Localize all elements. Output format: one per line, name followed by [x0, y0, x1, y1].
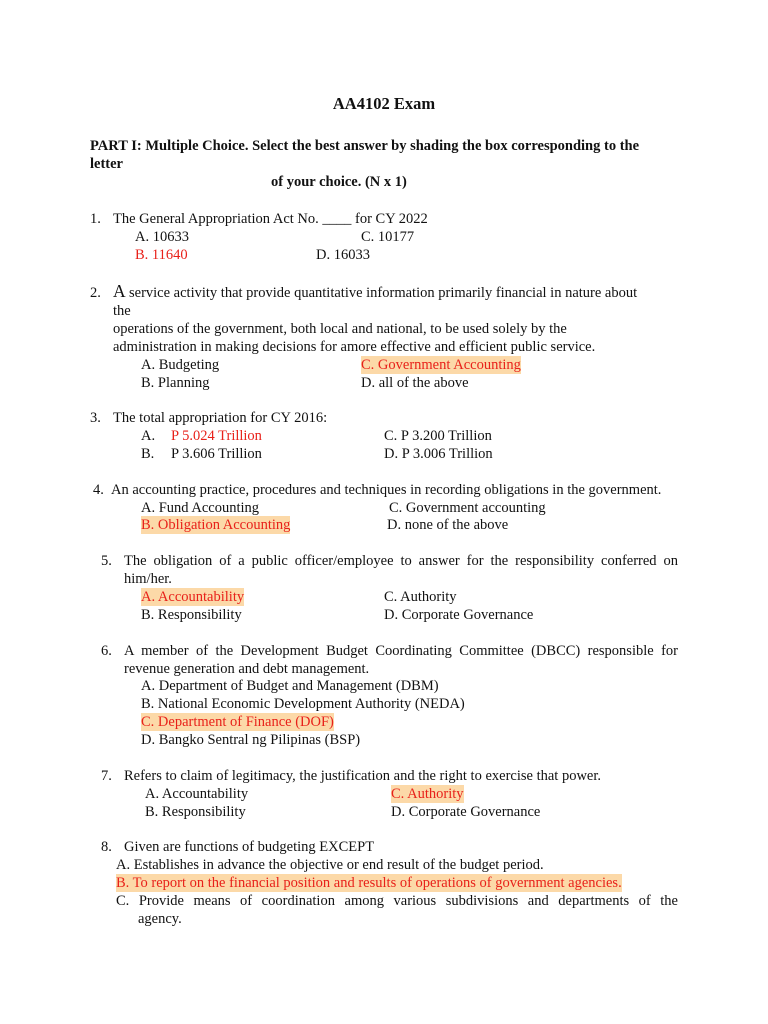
instructions-line-2: letter — [90, 156, 123, 172]
question-6-option-c-answer: C. Department of Finance (DOF) — [141, 714, 334, 730]
question-2-dropcap: A — [113, 281, 126, 301]
question-3-option-a-letter: A. — [141, 428, 156, 444]
question-4-number: 4. — [93, 482, 104, 498]
question-2-option-b: B. Planning — [141, 375, 210, 391]
question-7-option-c-answer: C. Authority — [391, 786, 464, 802]
question-5-line-2: him/her. — [124, 571, 172, 587]
question-8-option-c-line-1: C. Provide means of coordination among various subdivisions and departments of the — [116, 893, 678, 909]
question-3-number: 3. — [90, 410, 101, 426]
question-6-line-1: A member of the Development Budget Coordinating Committee (DBCC) responsible for — [124, 643, 678, 659]
question-8-number: 8. — [101, 839, 112, 855]
question-7-number: 7. — [101, 768, 112, 784]
question-4-option-c: C. Government accounting — [389, 500, 546, 516]
question-3-option-b-letter: B. — [141, 446, 155, 462]
question-3-option-b: P 3.606 Trillion — [171, 446, 262, 462]
question-4-option-b-answer: B. Obligation Accounting — [141, 517, 291, 533]
question-3-option-a-answer: P 5.024 Trillion — [171, 428, 262, 444]
page-title: AA4102 Exam — [332, 94, 436, 113]
question-2-line-3: operations of the government, both local and national, to be used solely by the — [113, 321, 567, 337]
question-2-line-1: service activity that provide quantitative information primarily financial in nature about — [129, 285, 638, 301]
question-8-option-a: A. Establishes in advance the objective or end result of the budget period. — [116, 857, 544, 873]
question-8-option-b-answer: B. To report on the financial position and results of operations of government agencies. — [116, 875, 622, 891]
question-6-option-a: A. Department of Budget and Management (DBM) — [141, 678, 439, 694]
question-2-line-4: administration in making decisions for amore effective and efficient public service. — [113, 339, 596, 355]
question-5-line-1: The obligation of a public officer/employee to answer for the responsibility conferred on — [124, 553, 678, 569]
question-1-option-d: D. 16033 — [316, 247, 370, 263]
question-1-number: 1. — [90, 211, 101, 227]
question-2-option-a: A. Budgeting — [141, 357, 220, 373]
question-8-text: Given are functions of budgeting EXCEPT — [124, 839, 375, 855]
question-5-number: 5. — [101, 553, 112, 569]
question-6-option-d: D. Bangko Sentral ng Pilipinas (BSP) — [141, 732, 361, 748]
question-6-number: 6. — [101, 643, 112, 659]
question-2-option-d: D. all of the above — [361, 375, 469, 391]
question-7-option-d: D. Corporate Governance — [391, 804, 541, 820]
question-3-text: The total appropriation for CY 2016: — [113, 410, 328, 426]
question-5-option-c: C. Authority — [384, 589, 457, 605]
question-3-option-d: D. P 3.006 Trillion — [384, 446, 493, 462]
question-6-line-2: revenue generation and debt management. — [124, 661, 370, 677]
question-3-option-c: C. P 3.200 Trillion — [384, 428, 492, 444]
instructions-line-3: of your choice. (N x 1) — [271, 174, 407, 190]
instructions-line-1: PART I: Multiple Choice. Select the best answer by shading the box corresponding to the — [90, 138, 640, 154]
question-4-text: An accounting practice, procedures and techniques in recording obligations in the government. — [111, 482, 662, 498]
question-7-text: Refers to claim of legitimacy, the justification and the right to exercise that power. — [124, 768, 602, 784]
question-2-line-2: the — [113, 303, 131, 319]
question-8-option-c-line-2: agency. — [138, 911, 182, 927]
question-1-option-b-answer: B. 11640 — [135, 247, 188, 263]
question-1-text: The General Appropriation Act No. ____ for CY 2022 — [113, 211, 428, 227]
question-1-option-a: A. 10633 — [135, 229, 189, 245]
question-1-option-c: C. 10177 — [361, 229, 415, 245]
question-7-option-b: B. Responsibility — [145, 804, 246, 820]
question-2-option-c-answer: C. Government Accounting — [361, 357, 521, 373]
question-7-option-a: A. Accountability — [145, 786, 249, 802]
question-5-option-b: B. Responsibility — [141, 607, 242, 623]
question-6-option-b: B. National Economic Development Authority (NEDA) — [141, 696, 465, 712]
question-4-option-d: D. none of the above — [387, 517, 509, 533]
question-2-number: 2. — [90, 285, 101, 301]
question-4-option-a: A. Fund Accounting — [141, 500, 260, 516]
question-5-option-d: D. Corporate Governance — [384, 607, 534, 623]
question-5-option-a-answer: A. Accountability — [141, 589, 245, 605]
